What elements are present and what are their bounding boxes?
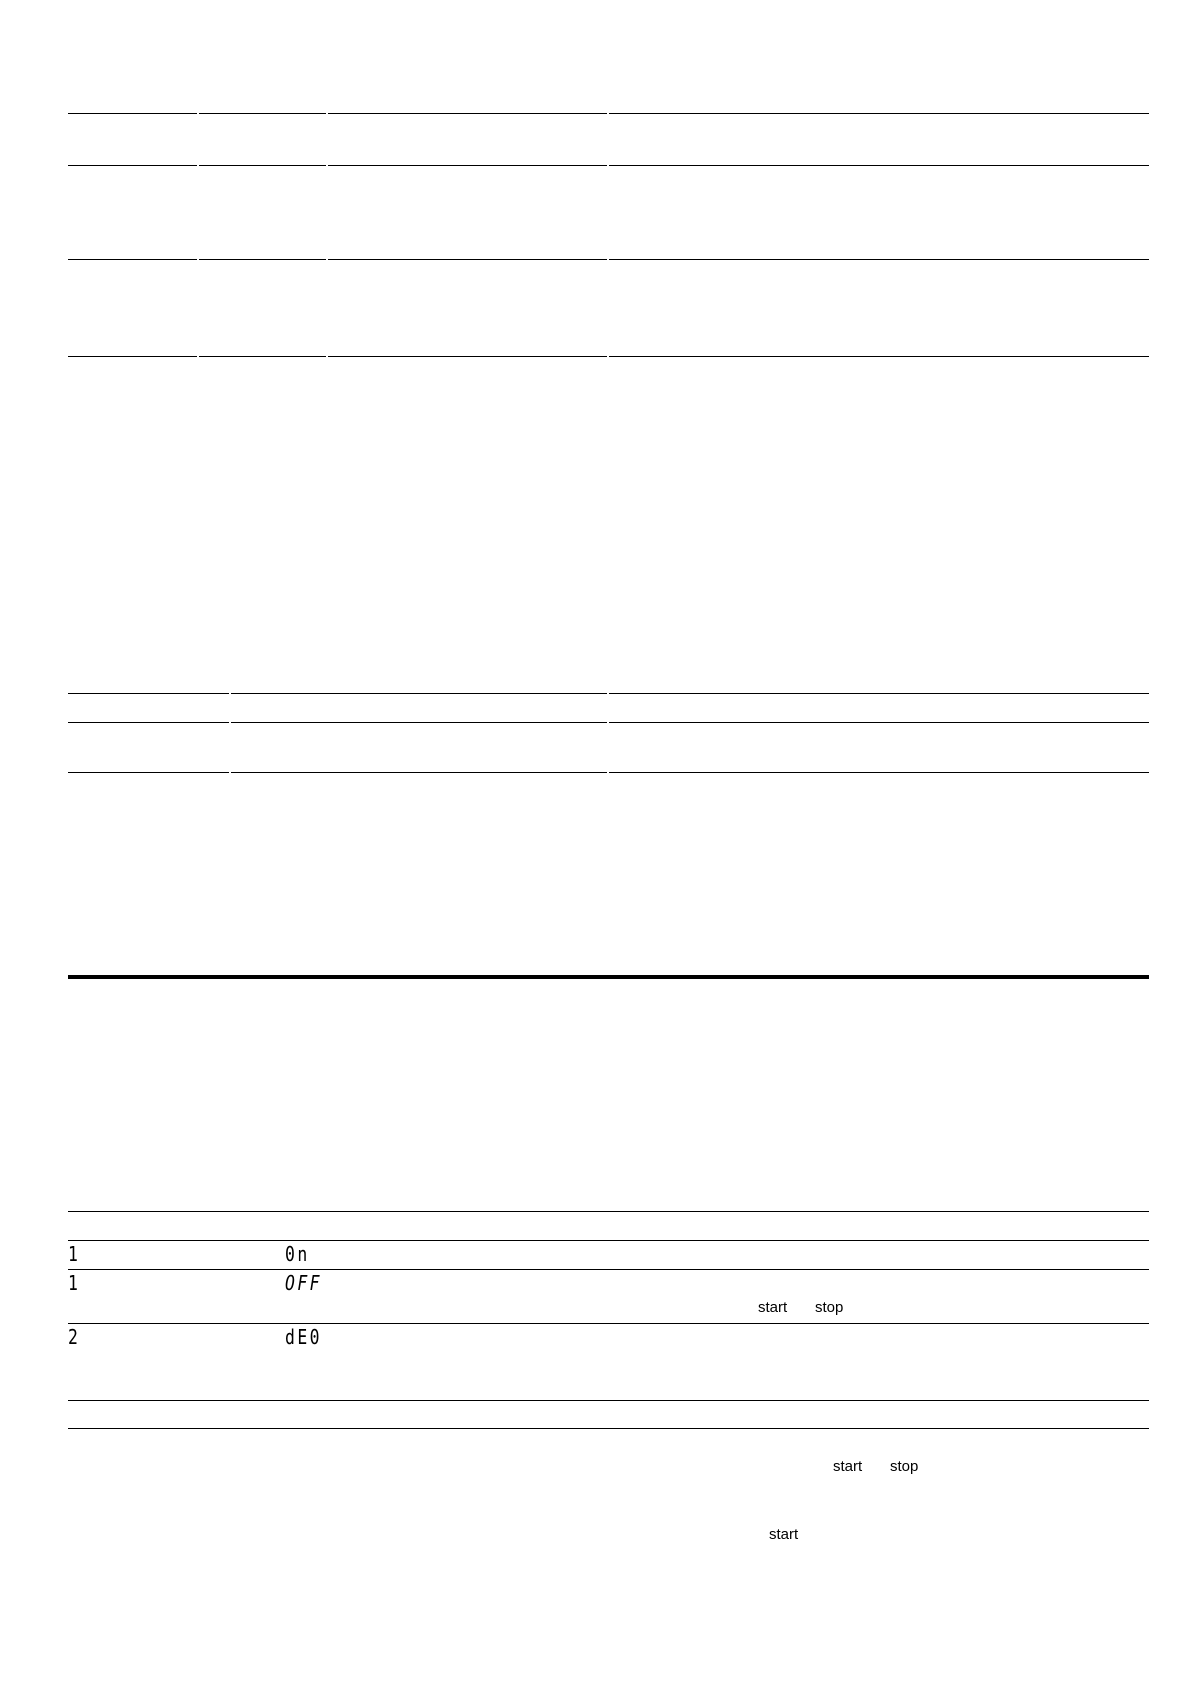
mode-table-rule xyxy=(68,1269,1149,1270)
mode-table-rule xyxy=(68,1240,1149,1241)
mode-row-2-display: OFF xyxy=(285,1271,323,1295)
mode-table-rule xyxy=(68,1428,1149,1429)
instruction-start-word: start xyxy=(833,1458,863,1475)
mode-table-rule xyxy=(68,1400,1149,1401)
mode-row-2-stop-word: stop xyxy=(815,1299,844,1316)
instruction-stop-word: stop xyxy=(890,1458,919,1475)
mode-row-1-level: 1 xyxy=(68,1242,81,1266)
column-gap xyxy=(607,690,609,778)
mode-row-2-start-word: start xyxy=(758,1299,788,1316)
column-gap xyxy=(326,110,328,362)
mode-row-2-level: 1 xyxy=(68,1271,81,1295)
mode-row-3-level: 2 xyxy=(68,1325,81,1349)
mode-table-rule xyxy=(68,1323,1149,1324)
column-gap xyxy=(229,690,231,778)
section-divider xyxy=(68,975,1149,979)
mode-row-3-display: dE0 xyxy=(285,1325,323,1349)
instruction-start-word-2: start xyxy=(769,1526,799,1543)
mode-table-header-rule xyxy=(68,1211,1149,1212)
column-gap xyxy=(197,110,199,362)
mode-row-1-display: 0n xyxy=(285,1242,310,1266)
column-gap xyxy=(607,110,609,362)
